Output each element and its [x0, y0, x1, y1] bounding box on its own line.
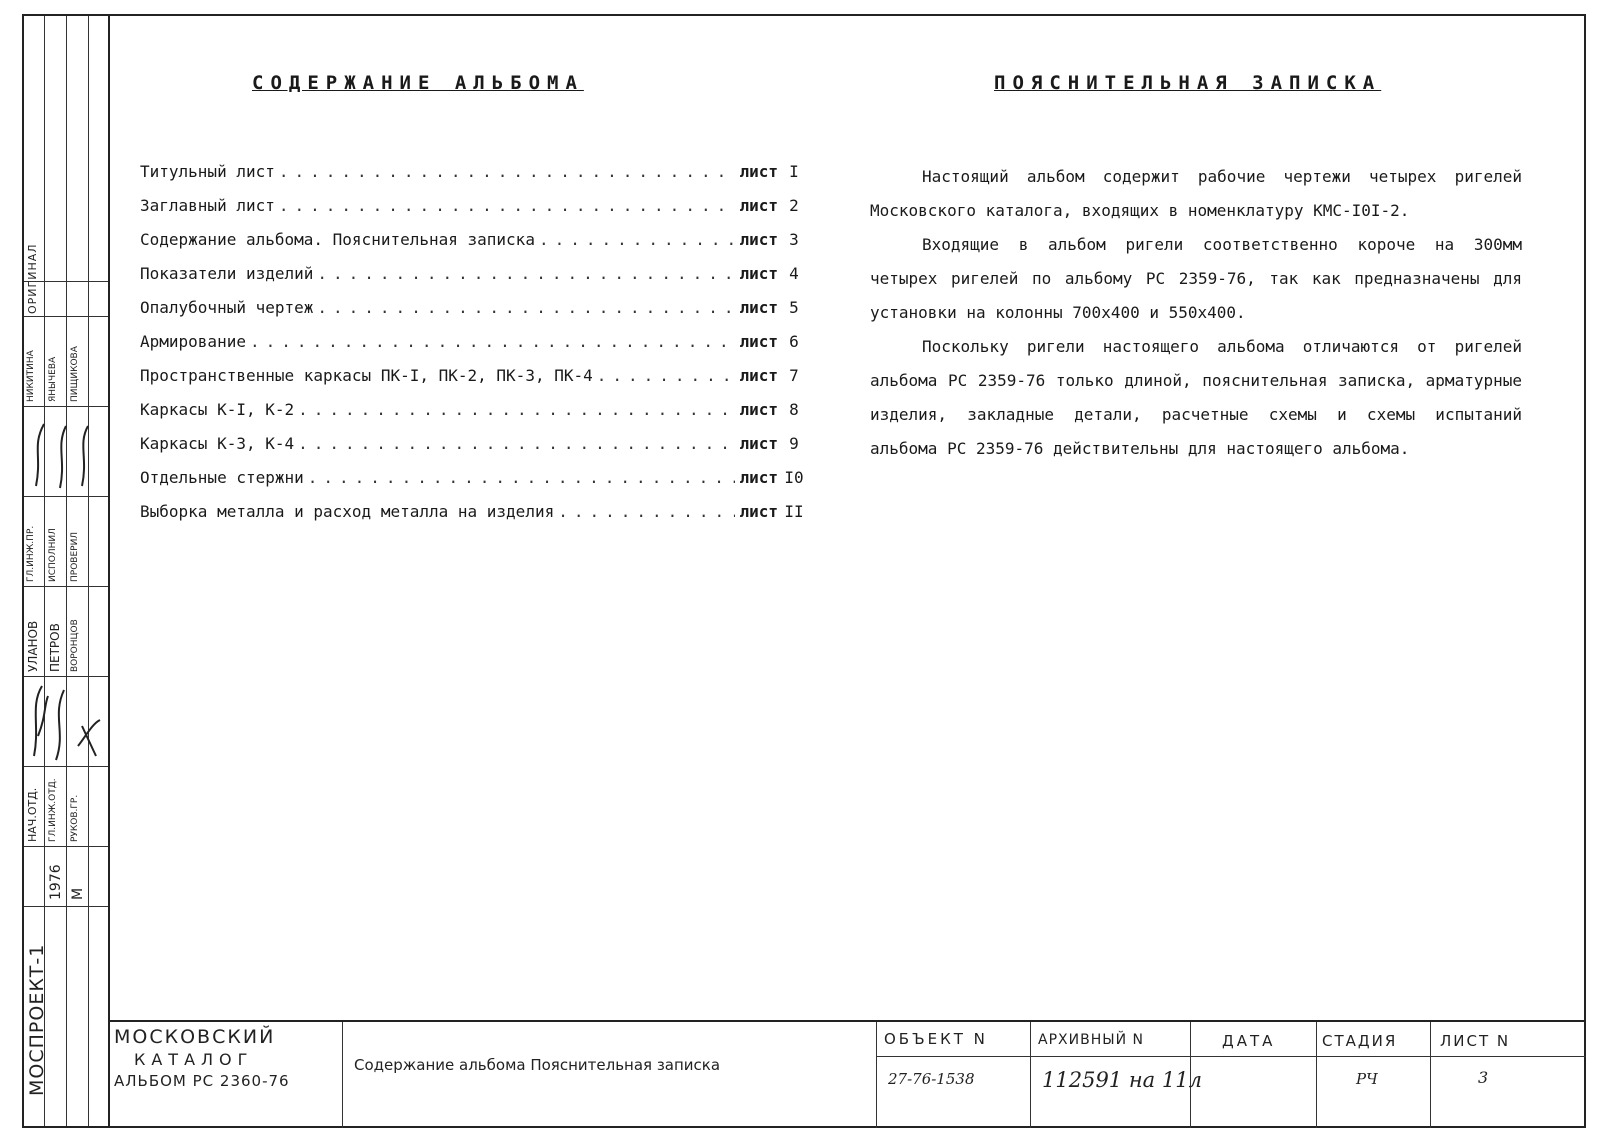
contents-item-sheet-word: лист	[739, 162, 778, 181]
note-paragraph: Поскольку ригели настоящего альбома отличаются от ригелей альбома РС 2359-76 только длиной, пояснительная записка, арматурные изделия, закладные детали, расчетные схемы и схемы испытаний альбома РС 2359-76 действительны для настоящего альбома.	[870, 337, 1522, 458]
contents-item-number: I0	[784, 468, 804, 487]
name-ulanov: УЛАНОВ	[26, 620, 40, 672]
contents-item	[140, 196, 810, 230]
explanatory-note	[870, 160, 1522, 466]
contents-item-title: Каркасы К-I, К-2	[140, 400, 295, 419]
contents-item-title: Выборка металла и расход металла на изделия	[140, 502, 555, 521]
leader-dots	[298, 434, 735, 453]
contents-item	[140, 298, 810, 332]
contents-item-sheet-word: лист	[739, 434, 778, 453]
role-proveril: ПРОВЕРИЛ	[70, 531, 80, 582]
signature-icon	[26, 416, 108, 496]
sheet-title: Содержание альбома Пояснительная записка	[354, 1056, 721, 1074]
contents-item-number: 9	[789, 434, 799, 453]
sheet-number-label: ЛИСТ N	[1440, 1032, 1511, 1050]
org-name: МОСКОВСКИЙ	[114, 1026, 276, 1048]
role-gl-inzh-pr: ГЛ.ИНЖ.ПР.	[26, 525, 36, 582]
note-paragraph: Входящие в альбом ригели соответственно короче на 300мм четырех ригелей по альбому РС 2359-76, так как предназначены для установки на колонны 700х400 и 550х400.	[870, 235, 1522, 322]
name-pishchikova: ПИЩИКОВА	[70, 346, 80, 402]
stage-label: СТАДИЯ	[1322, 1032, 1398, 1050]
contents-item	[140, 264, 810, 298]
note-paragraph: Настоящий альбом содержит рабочие чертежи четырех ригелей Московского каталога, входящих в номенклатуру КМС-I0I-2.	[870, 167, 1522, 220]
object-label: ОБЪЕКТ N	[884, 1030, 988, 1048]
role-ispolnil: ИСПОЛНИЛ	[48, 528, 58, 582]
contents-item-sheet-word: лист	[739, 502, 778, 521]
contents-item-number: 8	[789, 400, 799, 419]
contents-item	[140, 366, 810, 400]
contents-item-title: Отдельные стержни	[140, 468, 304, 487]
signature-icon	[26, 676, 108, 766]
role-gl-inzh-otd: ГЛ.ИНЖ.ОТД.	[48, 778, 58, 842]
archive-number: 112591 на 11л	[1042, 1068, 1202, 1092]
contents-item-number: 2	[789, 196, 799, 215]
role-rukov-gr: РУКОВ.ГР.	[70, 794, 80, 842]
album-label: АЛЬБОМ РС 2360-76	[114, 1072, 290, 1090]
contents-item	[140, 162, 810, 196]
contents-item-title: Каркасы К-3, К-4	[140, 434, 295, 453]
leader-dots	[308, 468, 736, 487]
institute-name: МОСПРОЕКТ-1	[26, 943, 48, 1096]
contents-item-title: Заглавный лист	[140, 196, 275, 215]
contents-item-sheet-word: лист	[739, 196, 778, 215]
contents-item-number: 5	[789, 298, 799, 317]
contents-item-title: Армирование	[140, 332, 246, 351]
contents-item-title: Показатели изделий	[140, 264, 314, 283]
leader-dots	[250, 332, 736, 351]
contents-item-sheet-word: лист	[739, 400, 778, 419]
leader-dots	[317, 298, 735, 317]
contents-item	[140, 230, 810, 264]
stage-value: РЧ	[1356, 1070, 1378, 1088]
object-number: 27-76-1538	[888, 1070, 975, 1088]
contents-item	[140, 468, 810, 502]
contents-item-sheet-word: лист	[739, 298, 778, 317]
contents-item	[140, 332, 810, 366]
leader-dots	[279, 162, 736, 181]
contents-item-title: Пространственные каркасы ПК-I, ПК-2, ПК-3, ПК-4	[140, 366, 593, 385]
sheet-number: 3	[1478, 1068, 1489, 1087]
contents-item-number: 6	[789, 332, 799, 351]
leader-dots	[279, 196, 736, 215]
date-label: ДАТА	[1222, 1032, 1276, 1050]
contents-heading: СОДЕРЖАНИЕ АЛЬБОМА	[252, 72, 584, 94]
contents-item-number: 3	[789, 230, 799, 249]
contents-item-sheet-word: лист	[739, 468, 778, 487]
contents-item	[140, 502, 810, 536]
contents-item-title: Титульный лист	[140, 162, 275, 181]
contents-item-number: 4	[789, 264, 799, 283]
contents-item-sheet-word: лист	[739, 366, 778, 385]
name-petrov: ПЕТРОВ	[48, 623, 62, 672]
letter: М	[70, 887, 86, 900]
leader-dots	[597, 366, 736, 385]
contents-list	[140, 162, 810, 536]
leader-dots	[558, 502, 735, 521]
archive-label: АРХИВНЫЙ N	[1038, 1032, 1144, 1048]
catalog-label: КАТАЛОГ	[134, 1050, 254, 1069]
role-nach-otd: НАЧ.ОТД.	[26, 787, 39, 842]
contents-item-sheet-word: лист	[739, 332, 778, 351]
contents-item-number: I	[789, 162, 799, 181]
note-heading: ПОЯСНИТЕЛЬНАЯ ЗАПИСКА	[994, 72, 1382, 94]
contents-item-sheet-word: лист	[739, 230, 778, 249]
title-block	[108, 1020, 1586, 1128]
margin-strip	[22, 14, 108, 1128]
leader-dots	[298, 400, 735, 419]
contents-item-number: II	[784, 502, 804, 521]
leader-dots	[317, 264, 735, 283]
year: 1976	[48, 864, 64, 900]
contents-item-sheet-word: лист	[739, 264, 778, 283]
leader-dots	[539, 230, 736, 249]
contents-item	[140, 434, 810, 468]
name-yanycheva: ЯНЫЧЕВА	[48, 356, 58, 402]
contents-item-title: Опалубочный чертеж	[140, 298, 314, 317]
contents-item-title: Содержание альбома. Пояснительная записка	[140, 230, 535, 249]
contents-item	[140, 400, 810, 434]
name-nikitina: НИКИТИНА	[26, 350, 36, 402]
contents-item-number: 7	[789, 366, 799, 385]
name-vorontsov: ВОРОНЦОВ	[70, 619, 80, 672]
original-stamp: ОРИГИНАЛ	[26, 243, 39, 314]
